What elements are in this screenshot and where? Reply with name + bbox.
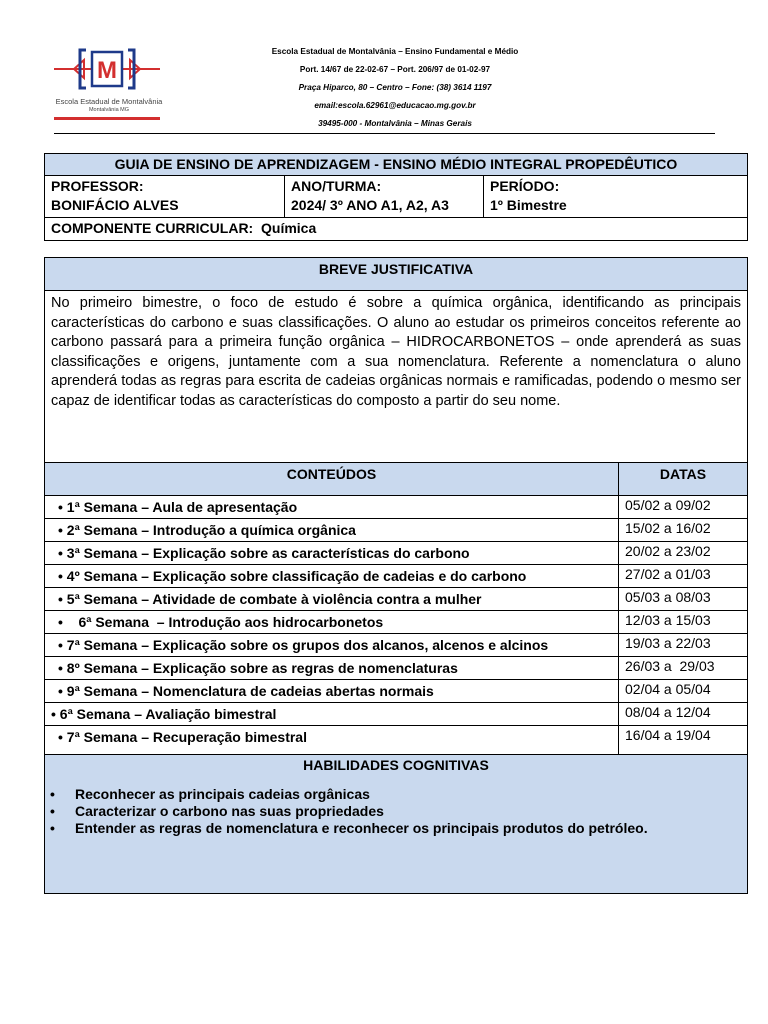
- school-email: email:escola.62961@educacao.mg.gov.br: [314, 101, 476, 110]
- header-divider: [54, 133, 715, 134]
- school-city: 39495-000 - Montalvânia – Minas Gerais: [318, 119, 472, 128]
- week-cell: • 1ª Semana – Aula de apresentação: [45, 496, 619, 519]
- date-cell: 15/02 a 16/02: [619, 519, 748, 542]
- week-cell: • 9ª Semana – Nomenclatura de cadeias abertas normais: [45, 680, 619, 703]
- week-cell: • 4º Semana – Explicação sobre classificação de cadeias e do carbono: [45, 565, 619, 588]
- info-table: [44, 153, 748, 241]
- plan-table: [44, 257, 748, 894]
- periodo-value: 1º Bimestre: [490, 197, 567, 213]
- logo-caption-text: Escola Estadual de Montalvânia: [55, 97, 163, 106]
- periodo-label: PERÍODO:: [490, 178, 560, 194]
- table-row: [45, 726, 748, 755]
- habilidades-section: [45, 755, 748, 894]
- table-row: [45, 496, 748, 519]
- datas-heading: DATAS: [619, 463, 748, 496]
- componente-value: Química: [261, 220, 317, 236]
- table-row: [45, 565, 748, 588]
- date-cell: 02/04 a 05/04: [619, 680, 748, 703]
- school-ports: Port. 14/67 de 22-02-67 – Port. 206/97 de 01-02-97: [299, 65, 491, 74]
- week-cell: • 5ª Semana – Atividade de combate à violência contra a mulher: [45, 588, 619, 611]
- table-row: [45, 680, 748, 703]
- date-cell: 08/04 a 12/04: [619, 703, 748, 726]
- week-cell: • 2ª Semana – Introdução a química orgânica: [45, 519, 619, 542]
- professor-label: PROFESSOR:: [51, 178, 144, 194]
- date-cell: 12/03 a 15/03: [619, 611, 748, 634]
- date-cell: 16/04 a 19/04: [619, 726, 748, 755]
- week-cell: • 7ª Semana – Explicação sobre os grupos dos alcanos, alcenos e alcinos: [45, 634, 619, 657]
- logo-subcaption-text: Montalvânia MG: [88, 107, 130, 113]
- table-row: [45, 657, 748, 680]
- turma-cell: [285, 176, 484, 218]
- justificativa-text: No primeiro bimestre, o foco de estudo é sobre a química orgânica, identificando as principais características do carbono e suas classificações. O aluno ao estudar os primeiros conceitos referente ao carbono passará para a primeira função orgânica – HIDROCARBONETOS – onde aprenderá as suas classificações e origens, juntamente com a sua nomenclatura. Referente a nomenclatura o aluno aprenderá todas as regras para escrita de cadeias orgânicas normais e ramificadas, podendo o mesmo ser capaz de identificar todas as características do composto a partir do seu nome.: [45, 291, 748, 463]
- list-item: • Reconhecer as principais cadeias orgânicas: [46, 786, 746, 803]
- componente-cell: [45, 218, 748, 241]
- conteudos-heading: CONTEÚDOS: [45, 463, 619, 496]
- table-row: [45, 634, 748, 657]
- habilidades-list: [46, 786, 746, 837]
- school-header: [200, 43, 590, 133]
- list-item: • Entender as regras de nomenclatura e reconhecer os principais produtos do petróleo.: [46, 820, 746, 837]
- table-row: [45, 519, 748, 542]
- week-rows: [45, 496, 748, 755]
- list-item: • Caracterizar o carbono nas suas propriedades: [46, 803, 746, 820]
- table-row: [45, 588, 748, 611]
- logo-letter: M: [97, 57, 117, 84]
- date-cell: 05/03 a 08/03: [619, 588, 748, 611]
- date-cell: 20/02 a 23/02: [619, 542, 748, 565]
- professor-value: BONIFÁCIO ALVES: [51, 197, 179, 213]
- logo-caption: [54, 97, 164, 115]
- habilidades-heading: HABILIDADES COGNITIVAS: [46, 756, 746, 774]
- week-cell: • 3ª Semana – Explicação sobre as características do carbono: [45, 542, 619, 565]
- professor-cell: [45, 176, 285, 218]
- logo-underline: [54, 117, 160, 120]
- week-cell: • 8º Semana – Explicação sobre as regras de nomenclaturas: [45, 657, 619, 680]
- table-row: [45, 611, 748, 634]
- table-row: [45, 703, 748, 726]
- periodo-cell: [484, 176, 748, 218]
- date-cell: 27/02 a 01/03: [619, 565, 748, 588]
- school-address: Praça Hiparco, 80 – Centro – Fone: (38) 3614 1197: [298, 83, 492, 92]
- date-cell: 19/03 a 22/03: [619, 634, 748, 657]
- componente-label: COMPONENTE CURRICULAR:: [51, 220, 254, 236]
- justificativa-heading: BREVE JUSTIFICATIVA: [45, 258, 748, 291]
- week-cell: • 6ª Semana – Avaliação bimestral: [45, 703, 619, 726]
- table-row: [45, 542, 748, 565]
- week-cell: • 7ª Semana – Recuperação bimestral: [45, 726, 619, 755]
- logo-emblem-icon: [52, 44, 162, 96]
- turma-value: 2024/ 3º ANO A1, A2, A3: [291, 197, 449, 213]
- date-cell: 26/03 a 29/03: [619, 657, 748, 680]
- date-cell: 05/02 a 09/02: [619, 496, 748, 519]
- school-name: Escola Estadual de Montalvânia – Ensino Fundamental e Médio: [271, 47, 519, 56]
- turma-label: ANO/TURMA:: [291, 178, 382, 194]
- guide-title: GUIA DE ENSINO DE APRENDIZAGEM - ENSINO MÉDIO INTEGRAL PROPEDÊUTICO: [45, 154, 748, 176]
- week-cell: • 6ª Semana – Introdução aos hidrocarbonetos: [45, 611, 619, 634]
